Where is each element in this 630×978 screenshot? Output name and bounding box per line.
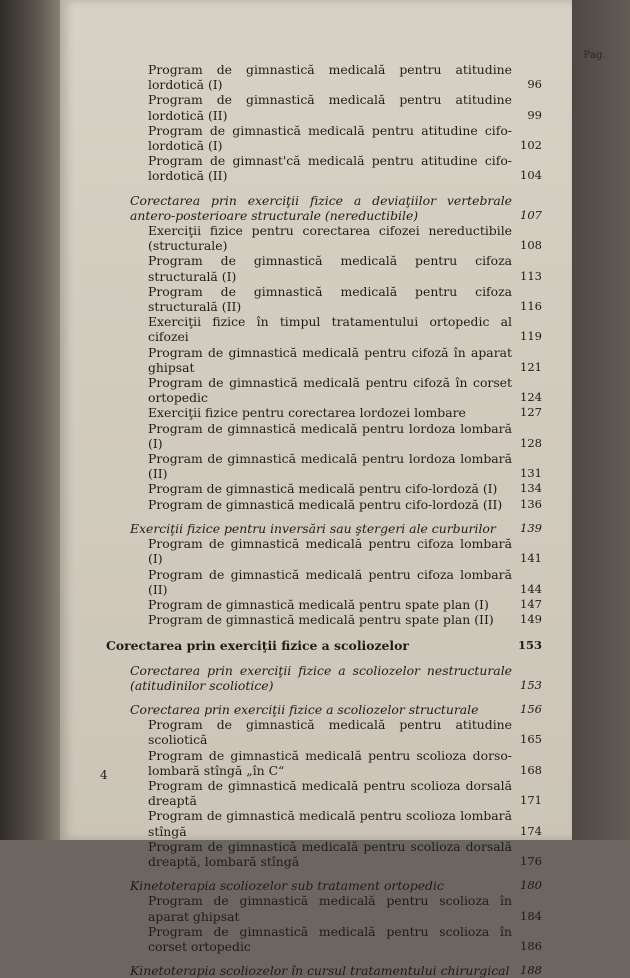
toc-entry-page: 124 [520,390,542,405]
toc-entry-title: Program de gimnastică medicală pentru scolioza dorsală dreaptă [148,777,512,809]
toc-entry-title: Kinetoterapia scoliozelor sub tratament ortopedic [130,878,444,894]
toc-item [60,497,572,512]
table-of-contents [60,62,572,978]
toc-entry-title: Corectarea prin exerciţii fizice a scoliozelor [106,638,409,654]
toc-entry-page: 131 [520,466,542,481]
toc-section [60,702,572,717]
section-gap [60,627,572,638]
toc-entry-title: Program de gimnastică medicală pentru scolioza în corset ortopedic [148,923,512,954]
section-gap [60,512,572,521]
toc-item [60,375,572,405]
toc-entry-page: 153 [520,677,542,692]
toc-entry-page: 168 [520,762,542,777]
toc-item [60,481,572,496]
toc-entry-title: Program de gimnastică medicală pentru lordoza lombară (II) [148,451,512,482]
toc-entry-page: 149 [520,612,542,627]
toc-entry-title: Program de gimnastică medicală pentru atitudine scoliotică [148,717,512,748]
toc-entry-page: 176 [520,853,542,868]
toc-entry-page: 184 [520,908,542,923]
toc-section [60,963,572,978]
toc-entry-title: Program de gimnastică medicală pentru cifo-lordoză (I) [148,481,498,497]
toc-entry-title: Program de gimnast'că medicală pentru atitudine cifo-lordotică (II) [148,153,512,184]
toc-entry-page: 104 [520,168,542,183]
section-gap [60,954,572,963]
toc-item [60,284,572,314]
toc-entry-page: 102 [520,138,542,153]
toc-item [60,536,572,566]
toc-entry-title: Program de gimnastică medicală pentru atitudine cifo-lordotică (I) [148,122,512,154]
toc-entry-title: Corectarea prin exerciţii fizice a scoliozelor structurale [130,701,479,717]
toc-entry-title: Program de gimnastică medicală pentru cifoză în corset ortopedic [148,375,512,406]
toc-entry-title: Program de gimnastică medicală pentru spate plan (I) [148,596,489,612]
toc-entry-title: Corectarea prin exerciţii fizice a deviaţiilor vertebrale antero-posterioare structurale (nereductibile) [130,192,512,223]
toc-entry-page: 188 [520,963,542,978]
toc-item [60,839,572,869]
toc-item [60,62,572,92]
toc-item [60,421,572,451]
toc-entry-page: 186 [520,938,542,953]
toc-entry-page: 153 [517,638,542,653]
toc-entry-page: 156 [520,701,542,716]
toc-item [60,92,572,122]
toc-entry-page: 96 [527,77,542,92]
toc-entry-page: 136 [520,496,542,511]
toc-item [60,717,572,747]
page-number: 4 [100,768,108,782]
toc-entry-page: 147 [520,596,542,611]
toc-entry-page: 127 [520,405,542,420]
toc-entry-page: 171 [520,793,542,808]
toc-item [60,567,572,597]
toc-entry-page: 139 [520,520,542,535]
toc-chapter [60,638,572,653]
toc-entry-title: Program de gimnastică medicală pentru spate plan (II) [148,612,494,628]
section-gap [60,869,572,878]
toc-section [60,878,572,893]
toc-entry-title: Exerciţii fizice pentru inversări sau ştergeri ale curburilor [130,520,496,536]
toc-item [60,778,572,808]
toc-entry-page: 107 [520,207,542,222]
toc-entry-title: Exerciţii fizice pentru corectarea lordozei lombare [148,405,466,421]
toc-section [60,193,572,223]
toc-entry-title: Program de gimnastică medicală pentru atitudine lordotică (II) [148,92,512,123]
toc-section [60,663,572,693]
toc-entry-title: Program de gimnastică medicală pentru cifoza structurală (II) [148,283,512,315]
toc-item [60,893,572,923]
toc-item [60,924,572,954]
toc-item [60,153,572,183]
toc-entry-title: Exerciţii fizice în timpul tratamentului ortopedic al cifozei [148,314,512,345]
toc-entry-page: 121 [520,359,542,374]
section-gap [60,654,572,663]
toc-entry-title: Exerciţii fizice pentru corectarea cifozei nereductibile (structurale) [148,223,512,254]
toc-item [60,253,572,283]
toc-entry-page: 180 [520,878,542,893]
toc-item [60,451,572,481]
toc-entry-title: Program de gimnastică medicală pentru scolioza dorsală dreaptă, lombară stîngă [148,838,512,869]
toc-section [60,521,572,536]
toc-entry-title: Program de gimnastică medicală pentru cifoza lombară (I) [148,536,512,567]
toc-entry-page: 165 [520,732,542,747]
page-column-header: Pag. [583,50,606,61]
toc-entry-title: Program de gimnastică medicală pentru scolioza în aparat ghipsat [148,893,512,924]
toc-item [60,223,572,253]
toc-entry-page: 144 [520,581,542,596]
toc-item [60,597,572,612]
toc-item [60,808,572,838]
toc-entry-title: Program de gimnastică medicală pentru cifo-lordoză (II) [148,496,503,512]
toc-entry-page: 108 [520,238,542,253]
toc-entry-page: 141 [520,551,542,566]
toc-entry-page: 174 [520,823,542,838]
section-gap [60,184,572,193]
toc-entry-title: Program de gimnastică medicală pentru cifoza structurală (I) [148,253,512,284]
toc-entry-page: 113 [520,268,542,283]
section-gap [60,693,572,702]
toc-item [60,123,572,153]
toc-entry-page: 134 [520,481,542,496]
toc-entry-page: 116 [520,299,542,314]
toc-item [60,748,572,778]
toc-item [60,405,572,420]
page-gutter-shadow [0,0,62,840]
toc-entry-page: 128 [520,435,542,450]
toc-entry-title: Program de gimnastică medicală pentru atitudine lordotică (I) [148,62,512,93]
toc-entry-title: Program de gimnastică medicală pentru lordoza lombară (I) [148,420,512,451]
toc-entry-title: Program de gimnastică medicală pentru scolioza lombară stîngă [148,808,512,839]
toc-entry-page: 99 [527,107,542,122]
toc-entry-title: Program de gimnastică medicală pentru cifoza lombară (II) [148,566,512,597]
toc-entry-title: Program de gimnastică medicală pentru cifoză în aparat ghipsat [148,344,512,375]
toc-entry-page: 119 [520,329,542,344]
page-edge-right [572,0,630,840]
toc-item [60,612,572,627]
toc-item [60,314,572,344]
toc-item [60,345,572,375]
toc-entry-title: Corectarea prin exerciţii fizice a scoliozelor nestructurale (atitudinilor scoliotice) [130,662,512,693]
toc-entry-title: Program de gimnastică medicală pentru scolioza dorso-lombară stîngă „în C“ [148,747,512,778]
toc-entry-title: Kinetoterapia scoliozelor în cursul tratamentului chirurgical [130,963,510,978]
